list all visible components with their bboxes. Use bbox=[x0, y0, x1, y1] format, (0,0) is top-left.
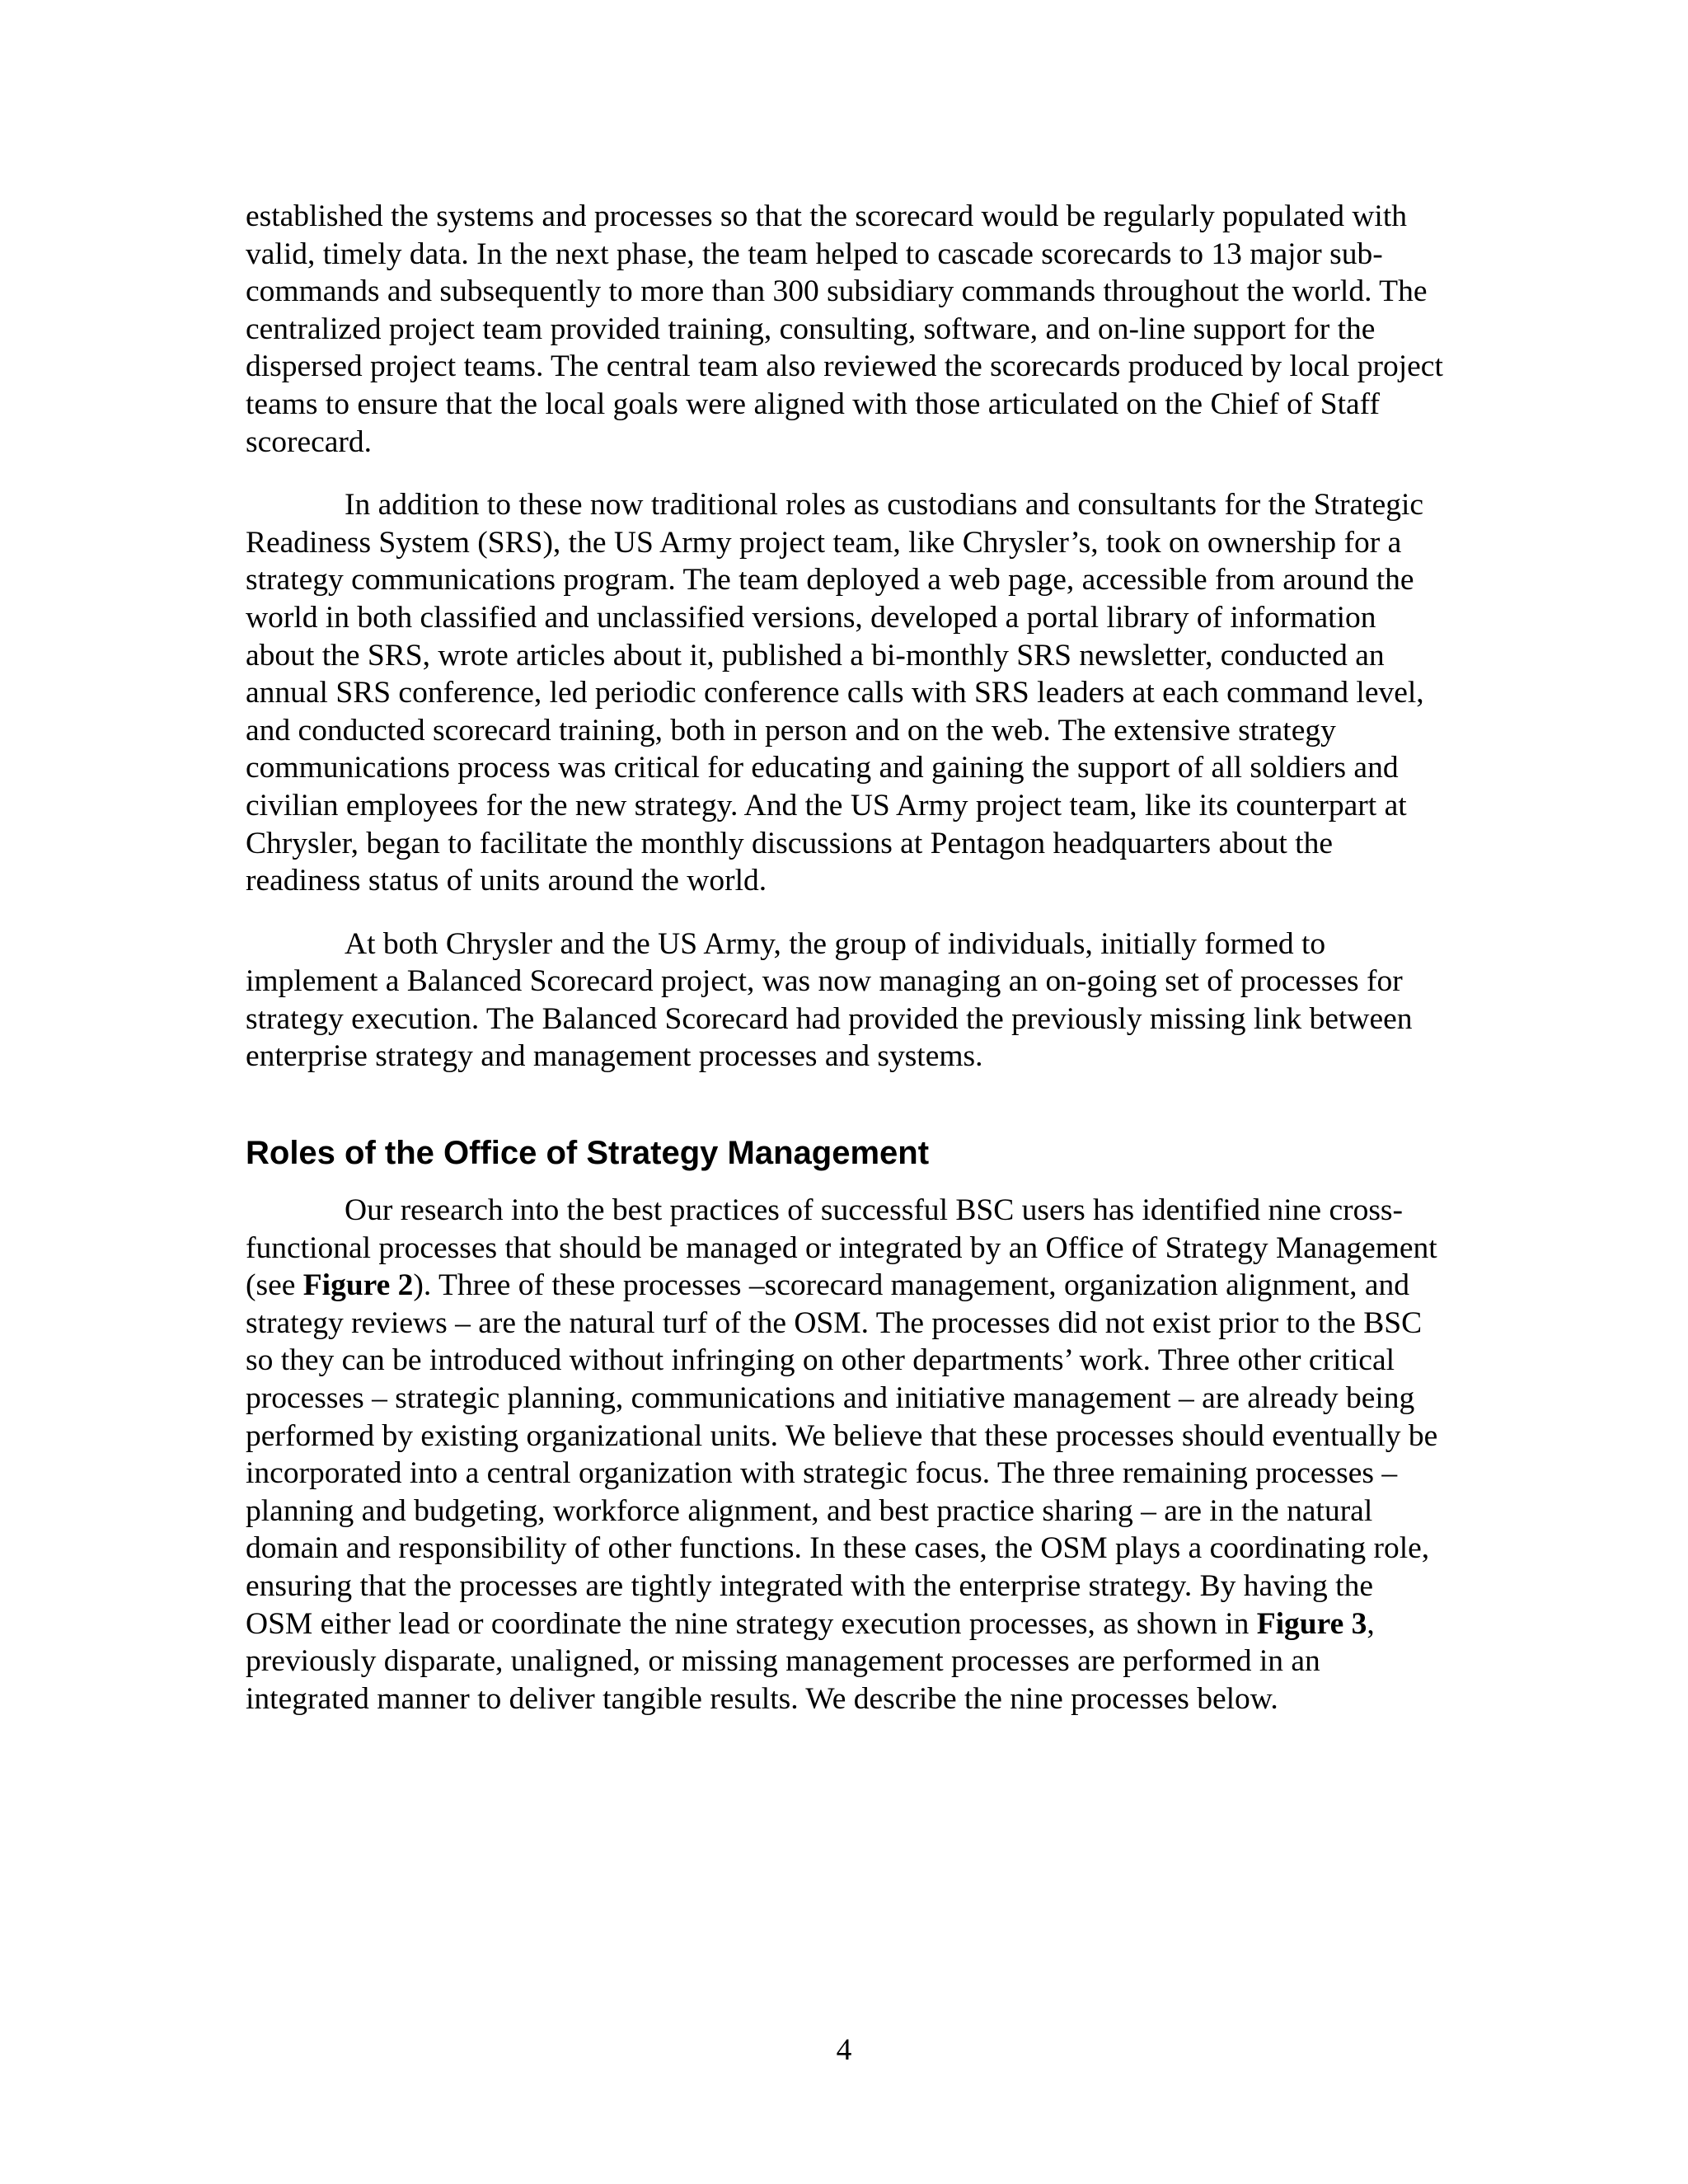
document-body bbox=[246, 198, 1445, 1743]
page-number: 4 bbox=[836, 2033, 852, 2067]
paragraph-osm-processes bbox=[246, 1192, 1445, 1718]
figure-2-reference: Figure 2 bbox=[302, 1268, 414, 1303]
paragraph-osm-text-3: , previously disparate, unaligned, or missing management processes are performed in an integrated manner to deliver tangible results. We describe the nine processes below. bbox=[246, 1606, 1375, 1716]
paragraph-osm-text-2: ). Three of these processes –scorecard management, organization alignment, and strategy reviews – are the natural turf of the OSM. The processes did not exist prior to the BSC so they can be introduced without infringing on other departments’ work. Three other critical processes – strategic planning, communications and initiative management – are already being performed by existing organizational units. We believe that these processes should eventually be incorporated into a central organization with strategic focus. The three remaining processes – planning and budgeting, workforce alignment, and best practice sharing – are in the natural domain and responsibility of other functions. In these cases, the OSM plays a coordinating role, ensuring that the processes are tightly integrated with the enterprise strategy. By having the OSM either lead or coordinate the nine strategy execution processes, as shown in bbox=[246, 1268, 1438, 1641]
paragraph-scorecard-systems: established the systems and processes so that the scorecard would be regularly populated with valid, timely data. In the next phase, the team helped to cascade scorecards to 13 major sub-commands and subsequently to more than 300 subsidiary commands throughout the world. The centralized project team provided training, consulting, software, and on-line support for the dispersed project teams. The central team also reviewed the scorecards produced by local project teams to ensure that the local goals were aligned with those articulated on the Chief of Staff scorecard. bbox=[246, 199, 1443, 459]
figure-3-reference: Figure 3 bbox=[1256, 1606, 1367, 1641]
paragraph-us-army-roles: In addition to these now traditional roles as custodians and consultants for the Strategic Readiness System (SRS), the US Army project team, like Chrysler’s, took on ownership for a strategy communications program. The team deployed a web page, accessible from around the world in both classified and unclassified versions, developed a portal library of information about the SRS, wrote articles about it, published a bi-monthly SRS newsletter, conducted an annual SRS conference, led periodic conference calls with SRS leaders at each command level, and conducted scorecard training, both in person and on the web. The extensive strategy communications process was critical for educating and gaining the support of all soldiers and civilian employees for the new strategy. And the US Army project team, like its counterpart at Chrysler, began to facilitate the monthly discussions at Pentagon headquarters about the readiness status of units around the world. bbox=[246, 488, 1424, 898]
section-heading: Roles of the Office of Strategy Management bbox=[246, 1135, 930, 1172]
paragraph-chrysler-army-summary: At both Chrysler and the US Army, the group of individuals, initially formed to implement a Balanced Scorecard project, was now managing an on-going set of processes for strategy execution. The Balanced Scorecard had provided the previously missing link between enterprise strategy and management processes and systems. bbox=[246, 926, 1413, 1074]
paragraph-osm-text-1: Our research into the best practices of successful BSC users has identified nine cross-functional processes that should be managed or integrated by an Office of Strategy Management (see bbox=[246, 1193, 1437, 1303]
